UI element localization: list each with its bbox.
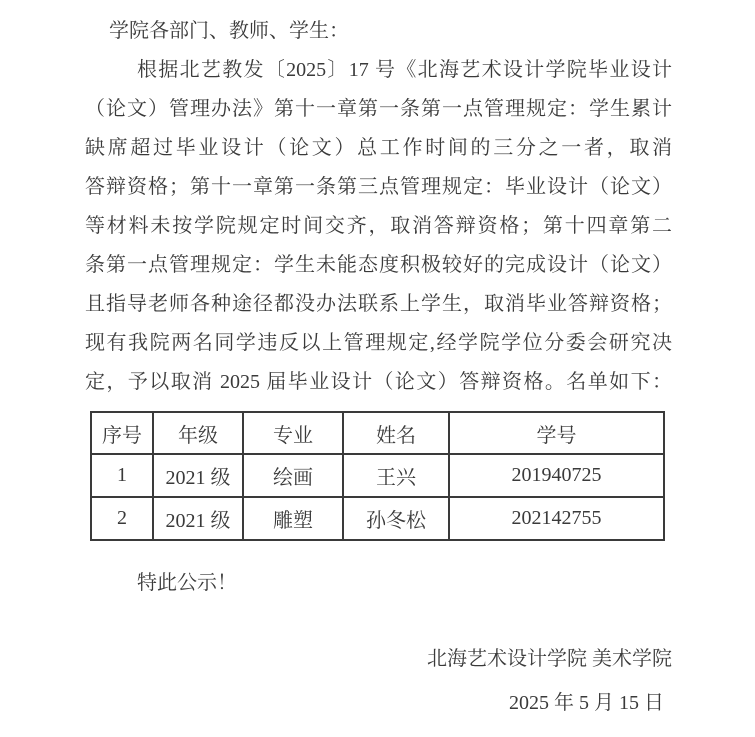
table-cell: 孙冬松 — [343, 497, 449, 540]
table-cell: 202142755 — [449, 497, 664, 540]
table-cell: 绘画 — [243, 454, 343, 497]
issue-date: 2025 年 5 月 15 日 — [509, 692, 664, 714]
student-roster-table — [90, 411, 665, 541]
body-line: 条第一点管理规定：学生未能态度积极较好的完成设计（论文） — [85, 254, 672, 276]
table-cell: 1 — [91, 454, 153, 497]
table-cell: 雕塑 — [243, 497, 343, 540]
body-line: 根据北艺教发〔2025〕17 号《北海艺术设计学院毕业设计 — [137, 59, 672, 81]
table-body — [91, 454, 664, 540]
table-cell: 王兴 — [343, 454, 449, 497]
body-line: 且指导老师各种途径都没办法联系上学生，取消毕业答辩资格； — [85, 293, 672, 315]
body-line: 现有我院两名同学违反以上管理规定,经学院学位分委会研究决 — [85, 332, 672, 354]
body-line: 等材料未按学院规定时间交齐，取消答辩资格；第十四章第二 — [85, 215, 672, 237]
table-row — [91, 454, 664, 497]
closing-statement: 特此公示！ — [137, 572, 237, 594]
body-line: 定，予以取消 2025 届毕业设计（论文）答辩资格。名单如下： — [85, 371, 672, 393]
salutation: 学院各部门、教师、学生： — [109, 20, 349, 42]
table-row — [91, 497, 664, 540]
body-paragraph — [85, 51, 672, 402]
body-line: （论文）管理办法》第十一章第一条第一点管理规定：学生累计 — [85, 98, 672, 120]
table-header-row — [91, 412, 664, 454]
table-header-cell: 学号 — [449, 412, 664, 454]
table-cell: 2021 级 — [153, 454, 243, 497]
table-header-cell: 姓名 — [343, 412, 449, 454]
table-cell: 2021 级 — [153, 497, 243, 540]
table-cell: 201940725 — [449, 454, 664, 497]
table-header-cell: 专业 — [243, 412, 343, 454]
table-header-cell: 序号 — [91, 412, 153, 454]
body-line: 答辩资格；第十一章第一条第三点管理规定：毕业设计（论文） — [85, 176, 672, 198]
table-header-cell: 年级 — [153, 412, 243, 454]
body-line: 缺席超过毕业设计（论文）总工作时间的三分之一者，取消 — [85, 137, 672, 159]
issuer-signature: 北海艺术设计学院 美术学院 — [427, 648, 672, 670]
table-cell: 2 — [91, 497, 153, 540]
